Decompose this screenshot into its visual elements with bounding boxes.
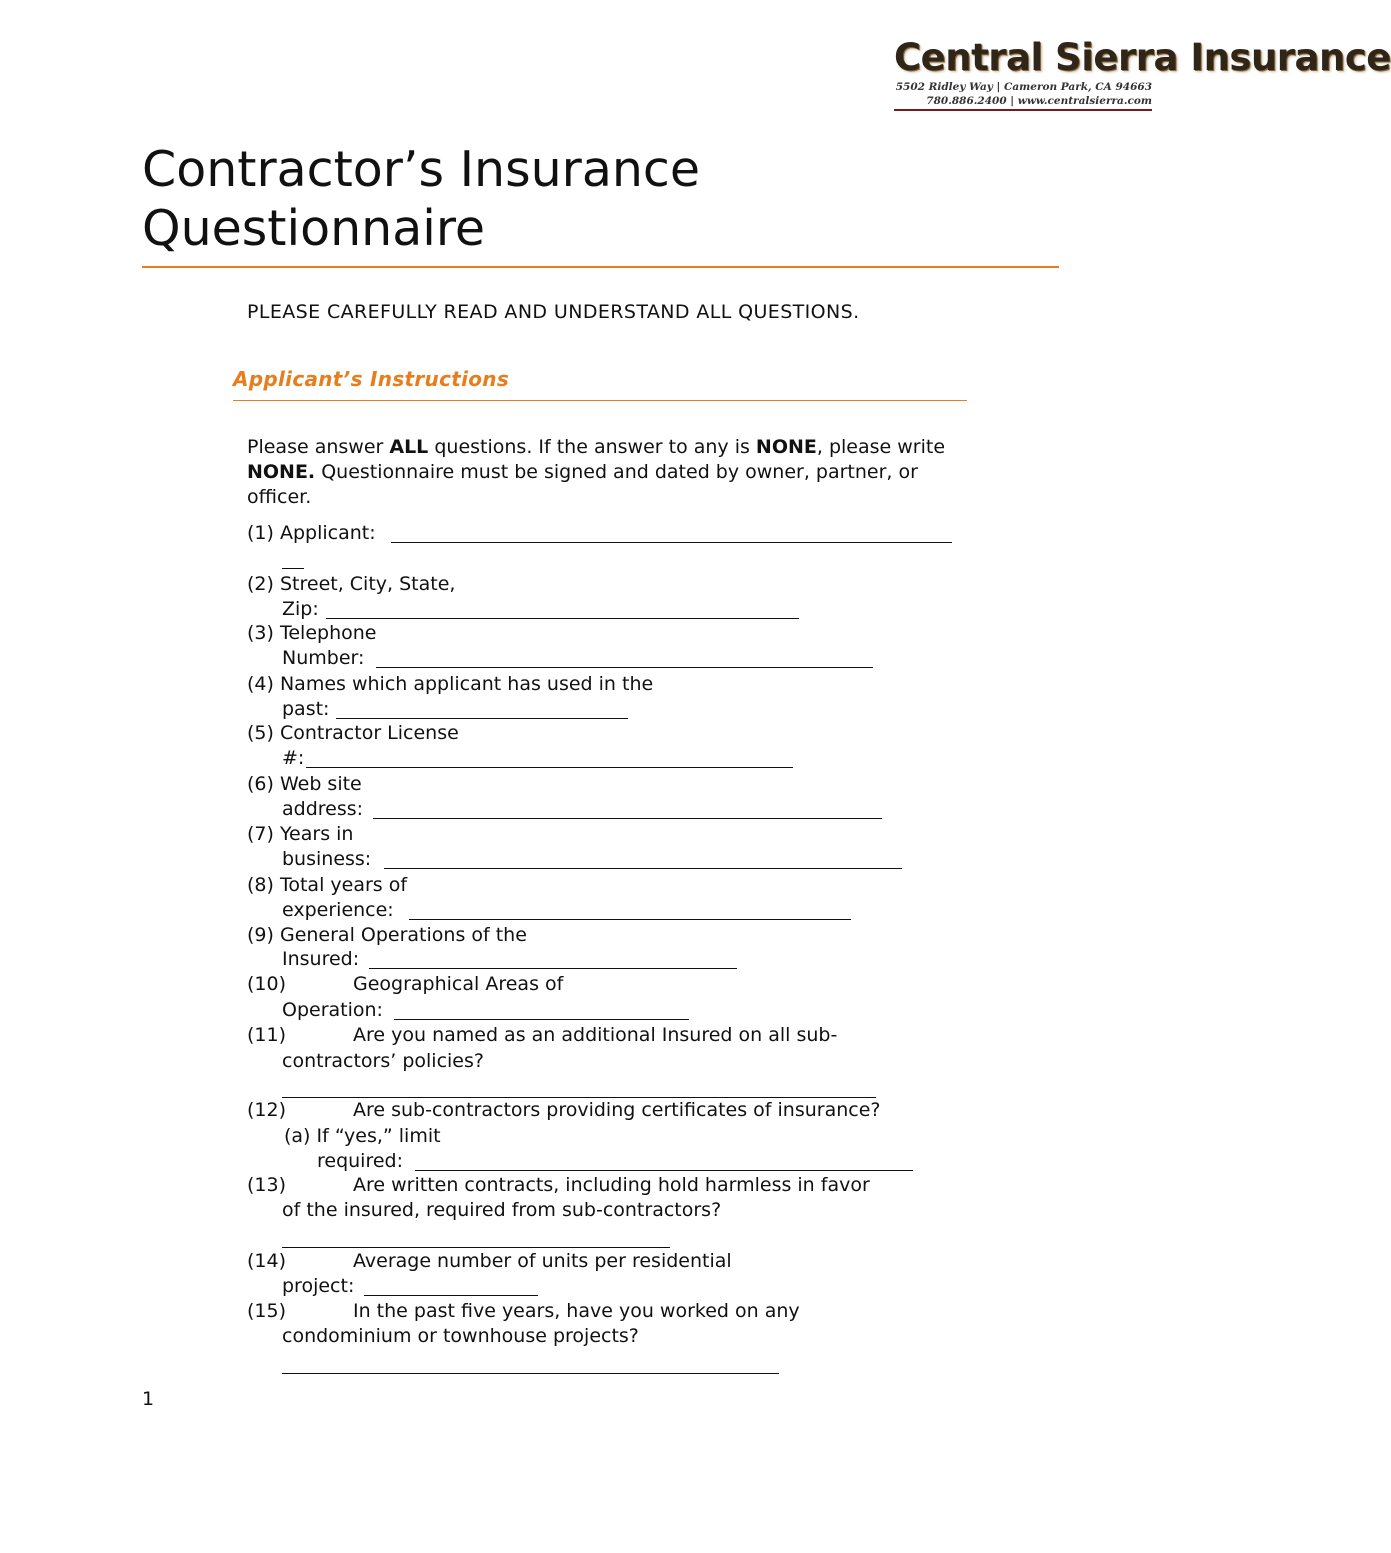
past-names-field[interactable] — [336, 718, 628, 719]
telephone-field[interactable] — [376, 667, 873, 668]
question-sub-a: (a) If “yes,” limit — [284, 1125, 441, 1147]
question-label: Are written contracts, including hold harmless in favor — [353, 1174, 870, 1196]
question-label: Web site — [279, 773, 362, 795]
question-label-cont: Zip: — [282, 598, 319, 620]
question-label-cont: past: — [282, 698, 330, 720]
title-divider — [142, 266, 1059, 268]
applicant-field[interactable] — [391, 542, 952, 543]
question-label-cont: of the insured, required from sub-contractors? — [282, 1199, 722, 1221]
question-number: (15) — [247, 1300, 287, 1322]
question-number: (12) — [247, 1099, 287, 1121]
instructions-paragraph — [247, 435, 967, 510]
question-label-cont: Operation: — [282, 999, 383, 1021]
page-title-line2: Questionnaire — [142, 200, 486, 257]
geographical-areas-field[interactable] — [394, 1019, 689, 1020]
question-label-cont: Number: — [282, 647, 365, 669]
question-label: Names which applicant has used in the — [279, 673, 654, 695]
question-1 — [247, 521, 376, 546]
question-6 — [247, 772, 362, 797]
question-number: (5) — [247, 722, 274, 744]
question-label: Geographical Areas of — [353, 973, 564, 995]
intro-text-2: questions. If the answer to any is — [428, 436, 756, 458]
question-label-cont: business: — [282, 848, 372, 870]
experience-field[interactable] — [409, 919, 851, 920]
units-per-project-field[interactable] — [364, 1295, 538, 1296]
question-label-cont: #: — [282, 747, 305, 769]
page-number: 1 — [142, 1388, 155, 1410]
question-label: Are you named as an additional Insured on all sub- — [353, 1024, 838, 1046]
question-15 — [247, 1299, 286, 1324]
question-label-cont: condominium or townhouse projects? — [282, 1325, 639, 1347]
company-address: 5502 Ridley Way | Cameron Park, CA 94663 — [895, 81, 1152, 93]
question-label: Average number of units per residential — [353, 1250, 732, 1272]
page-title — [142, 140, 700, 258]
logo-divider — [894, 109, 1152, 111]
question-3 — [247, 621, 376, 646]
website-field[interactable] — [373, 818, 882, 819]
question-number: (13) — [247, 1174, 287, 1196]
question-label-cont: address: — [282, 798, 364, 820]
question-label-cont: experience: — [282, 899, 394, 921]
license-field[interactable] — [306, 767, 793, 768]
question-12 — [247, 1098, 286, 1123]
question-label-cont: project: — [282, 1275, 355, 1297]
question-7 — [247, 822, 353, 847]
question-label: Are sub-contractors providing certificates of insurance? — [353, 1099, 881, 1121]
read-notice: PLEASE CAREFULLY READ AND UNDERSTAND ALL QUESTIONS. — [247, 301, 860, 323]
written-contracts-field[interactable] — [282, 1247, 670, 1248]
section-heading: Applicant’s Instructions — [233, 367, 510, 391]
question-label: Contractor License — [279, 722, 459, 744]
intro-bold-all: ALL — [389, 436, 429, 458]
page-title-line1: Contractor’s Insurance — [142, 141, 700, 198]
question-2 — [247, 572, 455, 597]
question-number: (1) — [247, 522, 274, 544]
question-number: (7) — [247, 823, 274, 845]
question-10 — [247, 972, 286, 997]
question-label: General Operations of the — [279, 924, 527, 946]
question-4 — [247, 672, 653, 697]
question-number: (10) — [247, 973, 287, 995]
section-divider — [233, 400, 967, 401]
question-label: In the past five years, have you worked on any — [353, 1300, 800, 1322]
question-label: Applicant: — [279, 522, 376, 544]
company-contact: 780.886.2400 | www.centralsierra.com — [926, 95, 1152, 107]
question-11 — [247, 1023, 286, 1048]
company-name: Central Sierra Insurance — [894, 36, 1391, 79]
question-14 — [247, 1249, 286, 1274]
condo-projects-field[interactable] — [282, 1373, 779, 1374]
question-number: (4) — [247, 673, 274, 695]
question-5 — [247, 721, 459, 746]
question-9 — [247, 923, 527, 948]
question-label: Total years of — [279, 874, 408, 896]
limit-required-field[interactable] — [415, 1170, 913, 1171]
question-sub-a-cont: required: — [317, 1150, 404, 1172]
question-number: (3) — [247, 622, 274, 644]
question-label: Telephone — [279, 622, 377, 644]
intro-bold-none-2: NONE. — [247, 461, 316, 483]
operations-field[interactable] — [369, 968, 737, 969]
question-8 — [247, 873, 407, 898]
address-field[interactable] — [326, 618, 799, 619]
applicant-field-overflow[interactable] — [282, 568, 304, 569]
question-label-cont: contractors’ policies? — [282, 1050, 484, 1072]
question-label-cont: Insured: — [282, 948, 360, 970]
question-number: (9) — [247, 924, 274, 946]
question-label: Street, City, State, — [279, 573, 456, 595]
company-logo — [894, 36, 1391, 111]
intro-text-4: Questionnaire must be signed and dated by owner, partner, or officer. — [247, 461, 918, 508]
question-number: (14) — [247, 1250, 287, 1272]
question-label: Years in — [279, 823, 354, 845]
years-in-business-field[interactable] — [384, 868, 902, 869]
question-number: (6) — [247, 773, 274, 795]
intro-bold-none: NONE — [755, 436, 817, 458]
question-number: (8) — [247, 874, 274, 896]
question-number: (11) — [247, 1024, 287, 1046]
intro-text-1: Please answer — [247, 436, 390, 458]
question-13 — [247, 1173, 286, 1198]
intro-text-3: , please write — [816, 436, 946, 458]
question-number: (2) — [247, 573, 274, 595]
